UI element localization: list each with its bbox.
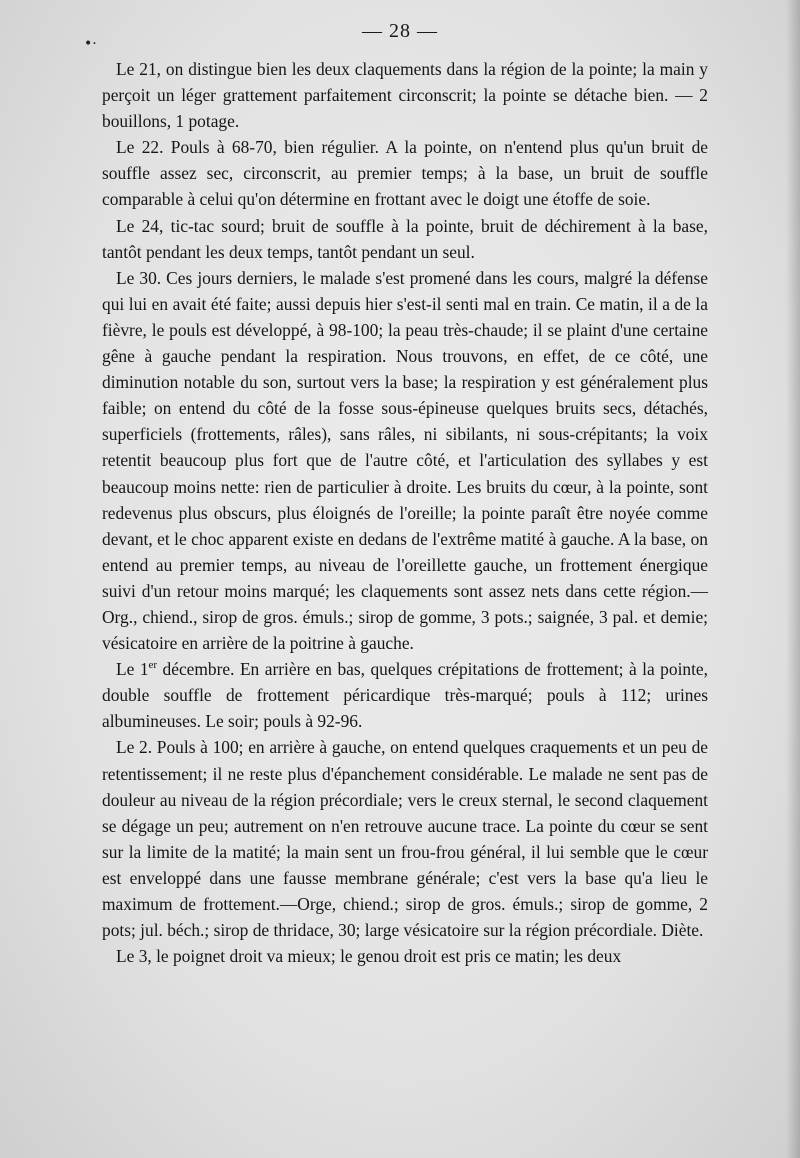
paragraph-le-1er-superscript: er: [148, 659, 158, 672]
page-edge-shadow: [786, 0, 800, 1158]
paragraph-le-1er-decembre: [102, 656, 708, 734]
paragraph-le-21: Le 21, on distingue bien les deux claquements dans la région de la pointe; la main y perçoit un léger grattement parfaitement circonscrit; la pointe se détache bien. — 2 bouillons, 1 potage.: [102, 59, 708, 132]
paragraph-le-1er-body: décembre. En arrière en bas, quelques crépitations de frottement; à la pointe, double souffle de frottement péricardique très-marqué; pouls à 112; urines albumineuses. Le soir; pouls à 92-96.: [102, 659, 708, 732]
paragraph-le-1er-lead: Le 1: [116, 659, 149, 680]
paragraph-le-30: Le 30. Ces jours derniers, le malade s'est promené dans les cours, malgré la défense qui lui en avait été faite; aussi depuis hier s'est-il senti mal en train. Ce matin, il a de la fièvre, le pouls est développé, à 98-100; la peau très-chaude; il se plaint d'une certaine gêne à gauche pendant la respiration. Nous trouvons, en effet, de ce côté, une diminution notable du son, surtout vers la base; la respiration y est généralement plus faible; on entend du côté de la fosse sous-épineuse quelques bruits secs, détachés, superficiels (frottements, râles), sans râles, ni sibilants, ni sous-crépitants; la voix retentit beaucoup plus fort que de l'autre côté, et l'articulation des syllabes y est beaucoup moins nette: rien de particulier à droite. Les bruits du cœur, à la pointe, sont redevenus plus obscurs, plus éloignés de l'oreille; la pointe paraît être noyée comme devant, et le choc apparent existe en dedans de l'extrême matité à gauche. A la base, on entend au premier temps, au niveau de l'oreillette gauche, un frottement énergique suivi d'un retour moins marqué; les claquements sont assez nets dans cette région.— Org., chiend., sirop de gros. émuls.; sirop de gomme, 3 pots.; saignée, 3 pal. et demie; vésicatoire en arrière de la poitrine à gauche.: [102, 267, 708, 654]
paragraph-le-22: Le 22. Pouls à 68-70, bien régulier. A la pointe, on n'entend plus qu'un bruit de souffle assez sec, circonscrit, au premier temps; à la base, un bruit de souffle comparable à celui qu'on détermine en frottant avec le doigt une étoffe de soie.: [102, 137, 708, 210]
body-text: [102, 56, 708, 969]
paragraph-le-3: Le 3, le poignet droit va mieux; le genou droit est pris ce matin; les deux: [116, 946, 622, 967]
page-number: — 28 —: [362, 20, 438, 42]
corner-mark: •·: [84, 36, 97, 52]
paragraph-le-2: Le 2. Pouls à 100; en arrière à gauche, on entend quelques craquements et un peu de retentissement; il ne reste plus d'épanchement considérable. Le malade ne sent pas de douleur au niveau de la région précordiale; vers le creux sternal, le second claquement se dégage un peu; autrement on n'en retrouve aucune trace. La pointe du cœur se sent sur la limite de la matité; la main sent un frou-frou général, il lui semble que le cœur est enveloppé dans une fausse membrane générale; c'est vers la base qu'a lieu le maximum de frottement.—Orge, chiend.; sirop de gros. émuls.; sirop de gomme, 2 pots; jul. béch.; sirop de thridace, 30; large vésicatoire sur la région précordiale. Diète.: [102, 737, 708, 941]
paragraph-le-24: Le 24, tic-tac sourd; bruit de souffle à la pointe, bruit de déchirement à la base, tantôt pendant les deux temps, tantôt pendant un seul.: [102, 215, 708, 262]
